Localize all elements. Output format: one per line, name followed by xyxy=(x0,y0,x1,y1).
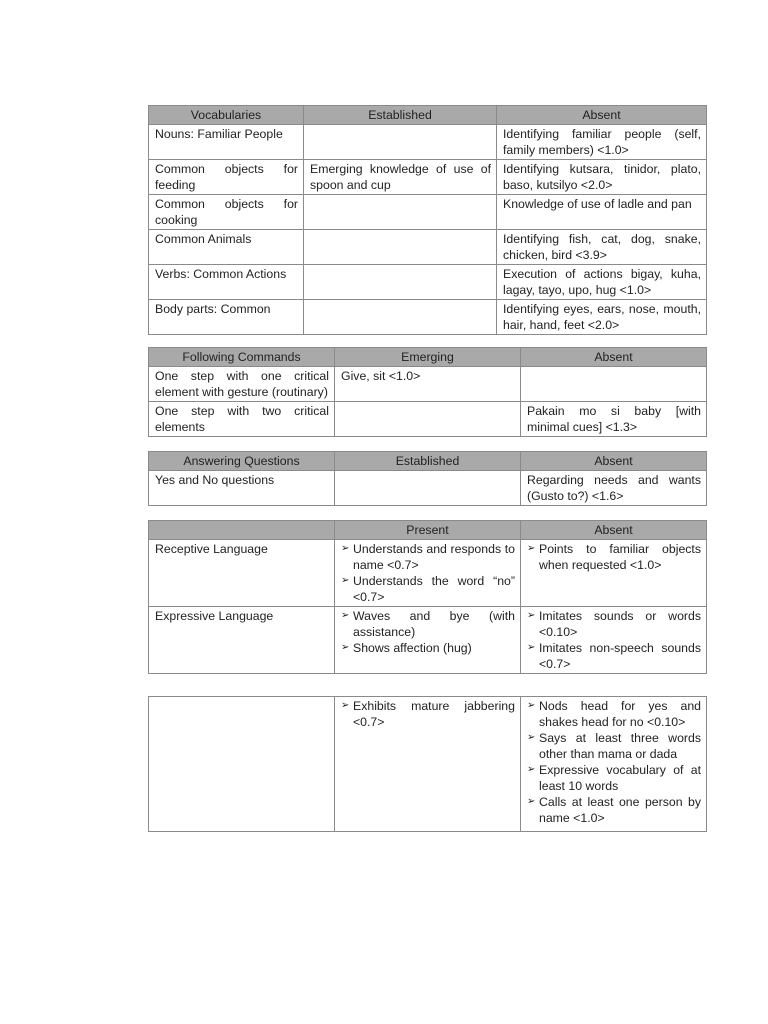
established-cell: Emerging knowledge of use of spoon and cup xyxy=(304,160,497,195)
bullet-list xyxy=(341,541,515,605)
following-commands-table xyxy=(148,347,707,437)
table-header-row xyxy=(149,106,707,125)
list-item: ➢ Imitates sounds or words <0.10> xyxy=(527,608,701,640)
table-row xyxy=(149,125,707,160)
column-header: Answering Questions xyxy=(149,452,335,471)
absent-cell xyxy=(521,607,707,674)
table-row xyxy=(149,367,707,402)
established-cell xyxy=(304,195,497,230)
row-label: Verbs: Common Actions xyxy=(149,265,304,300)
bullet-list xyxy=(527,541,701,573)
column-header: Absent xyxy=(521,452,707,471)
row-label: Expressive Language xyxy=(149,607,335,674)
absent-cell: Identifying eyes, ears, nose, mouth, hair, hand, feet <2.0> xyxy=(497,300,707,335)
bullet-list xyxy=(341,698,515,730)
column-header xyxy=(149,521,335,540)
column-header: Vocabularies xyxy=(149,106,304,125)
list-item: ➢ Exhibits mature jabbering <0.7> xyxy=(341,698,515,730)
list-item: ➢ Understands and responds to name <0.7> xyxy=(341,541,515,573)
bullet-list xyxy=(341,608,515,656)
bullet-list xyxy=(527,608,701,672)
list-item: ➢ Expressive vocabulary of at least 10 words xyxy=(527,762,701,794)
column-header: Absent xyxy=(521,521,707,540)
list-item: ➢ Imitates non-speech sounds <0.7> xyxy=(527,640,701,672)
list-item: ➢ Understands the word “no” <0.7> xyxy=(341,573,515,605)
absent-cell: Pakain mo si baby [with minimal cues] <1.3> xyxy=(521,402,707,437)
row-label: Nouns: Familiar People xyxy=(149,125,304,160)
table-header-row xyxy=(149,521,707,540)
emerging-cell: Give, sit <1.0> xyxy=(335,367,521,402)
row-label: Body parts: Common xyxy=(149,300,304,335)
bullet-list xyxy=(527,698,701,826)
column-header: Present xyxy=(335,521,521,540)
absent-cell: Identifying familiar people (self, family members) <1.0> xyxy=(497,125,707,160)
established-cell xyxy=(304,125,497,160)
row-label: One step with two critical elements xyxy=(149,402,335,437)
table-row xyxy=(149,300,707,335)
row-label: One step with one critical element with gesture (routinary) xyxy=(149,367,335,402)
list-item: ➢ Nods head for yes and shakes head for no <0.10> xyxy=(527,698,701,730)
answering-questions-table xyxy=(148,451,707,506)
list-item: ➢ Says at least three words other than mama or dada xyxy=(527,730,701,762)
table-row xyxy=(149,697,707,832)
column-header: Absent xyxy=(497,106,707,125)
table-row xyxy=(149,607,707,674)
absent-cell xyxy=(521,697,707,832)
table-row xyxy=(149,160,707,195)
established-cell xyxy=(304,265,497,300)
column-header: Established xyxy=(304,106,497,125)
row-label: Receptive Language xyxy=(149,540,335,607)
absent-cell xyxy=(521,367,707,402)
vocabularies-table xyxy=(148,105,707,335)
column-header: Following Commands xyxy=(149,348,335,367)
present-cell xyxy=(335,697,521,832)
present-cell xyxy=(335,607,521,674)
established-cell xyxy=(335,471,521,506)
established-cell xyxy=(304,300,497,335)
column-header: Absent xyxy=(521,348,707,367)
absent-cell: Identifying kutsara, tinidor, plato, baso, kutsilyo <2.0> xyxy=(497,160,707,195)
table-row xyxy=(149,540,707,607)
row-label: Yes and No questions xyxy=(149,471,335,506)
row-label xyxy=(149,697,335,832)
row-label: Common objects for cooking xyxy=(149,195,304,230)
absent-cell xyxy=(521,540,707,607)
language-table xyxy=(148,520,707,674)
established-cell xyxy=(304,230,497,265)
absent-cell: Execution of actions bigay, kuha, lagay, tayo, upo, hug <1.0> xyxy=(497,265,707,300)
list-item: ➢ Points to familiar objects when requested <1.0> xyxy=(527,541,701,573)
language-continuation-table xyxy=(148,696,707,832)
row-label: Common Animals xyxy=(149,230,304,265)
list-item: ➢ Calls at least one person by name <1.0> xyxy=(527,794,701,826)
absent-cell: Regarding needs and wants (Gusto to?) <1.6> xyxy=(521,471,707,506)
table-row xyxy=(149,195,707,230)
list-item: ➢ Shows affection (hug) xyxy=(341,640,515,656)
present-cell xyxy=(335,540,521,607)
absent-cell: Knowledge of use of ladle and pan xyxy=(497,195,707,230)
table-header-row xyxy=(149,452,707,471)
table-row xyxy=(149,402,707,437)
row-label: Common objects for feeding xyxy=(149,160,304,195)
column-header: Established xyxy=(335,452,521,471)
table-header-row xyxy=(149,348,707,367)
emerging-cell xyxy=(335,402,521,437)
column-header: Emerging xyxy=(335,348,521,367)
list-item: ➢ Waves and bye (with assistance) xyxy=(341,608,515,640)
table-row xyxy=(149,230,707,265)
absent-cell: Identifying fish, cat, dog, snake, chicken, bird <3.9> xyxy=(497,230,707,265)
table-row xyxy=(149,471,707,506)
table-row xyxy=(149,265,707,300)
